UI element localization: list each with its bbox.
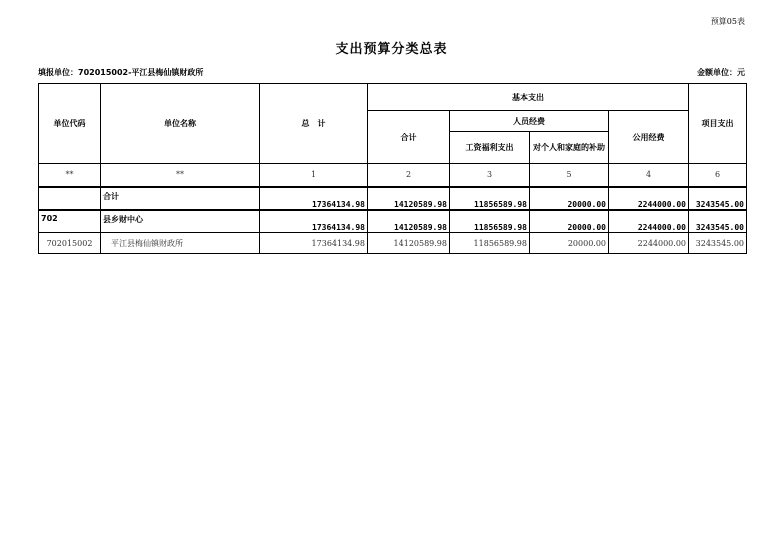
row-subtotal: 14120589.98 — [368, 233, 450, 254]
header-basic-expenditure: 基本支出 — [368, 84, 689, 111]
row-family-subsidy: 20000.00 — [530, 233, 609, 254]
row-subtotal: 14120589.98 — [368, 187, 450, 210]
index-cell: 6 — [689, 164, 747, 187]
header-personnel: 人员经费 — [450, 111, 609, 132]
row-total: 17364134.98 — [260, 210, 368, 233]
row-public-funds: 2244000.00 — [609, 233, 689, 254]
index-cell: 2 — [368, 164, 450, 187]
row-project-expenditure: 3243545.00 — [689, 187, 747, 210]
row-family-subsidy: 20000.00 — [530, 210, 609, 233]
header-public-funds: 公用经费 — [609, 111, 689, 164]
reporting-unit: 填报单位：702015002-平江县梅仙镇财政所 — [38, 68, 204, 77]
row-unit-name: 县乡财中心 — [101, 210, 260, 233]
row-wages-welfare: 11856589.98 — [450, 233, 530, 254]
table-row-category — [39, 210, 747, 233]
table-row-grand-total — [39, 187, 747, 210]
column-index-row — [39, 164, 747, 187]
row-wages-welfare: 11856589.98 — [450, 210, 530, 233]
row-public-funds: 2244000.00 — [609, 210, 689, 233]
index-cell: ** — [39, 164, 101, 187]
index-cell: 1 — [260, 164, 368, 187]
row-unit-code: 702015002 — [39, 233, 101, 254]
row-wages-welfare: 11856589.98 — [450, 187, 530, 210]
row-total: 17364134.98 — [260, 233, 368, 254]
header-unit-code: 单位代码 — [39, 84, 101, 164]
index-cell: 4 — [609, 164, 689, 187]
header-individual-family-subsidy: 对个人和家庭的补助 — [530, 132, 609, 164]
header-subtotal: 合计 — [368, 111, 450, 164]
header-total: 总 计 — [260, 84, 368, 164]
page-title: 支出预算分类总表 — [335, 42, 448, 57]
header-unit-name: 单位名称 — [101, 84, 260, 164]
row-project-expenditure: 3243545.00 — [689, 210, 747, 233]
amount-unit: 金额单位：元 — [697, 68, 745, 77]
row-family-subsidy: 20000.00 — [530, 187, 609, 210]
table-row-unit — [39, 233, 747, 254]
header-project-expenditure: 项目支出 — [689, 84, 747, 164]
row-subtotal: 14120589.98 — [368, 210, 450, 233]
index-cell: 5 — [530, 164, 609, 187]
row-unit-code — [39, 187, 101, 210]
index-cell: ** — [101, 164, 260, 187]
row-project-expenditure: 3243545.00 — [689, 233, 747, 254]
row-unit-name: 合计 — [101, 187, 260, 210]
expenditure-budget-table — [38, 83, 747, 254]
row-public-funds: 2244000.00 — [609, 187, 689, 210]
form-code: 预算05表 — [710, 17, 745, 26]
row-total: 17364134.98 — [260, 187, 368, 210]
index-cell: 3 — [450, 164, 530, 187]
row-unit-code: 702 — [39, 210, 101, 233]
row-unit-name: 平江县梅仙镇财政所 — [101, 233, 260, 254]
header-wages-welfare: 工资福利支出 — [450, 132, 530, 164]
